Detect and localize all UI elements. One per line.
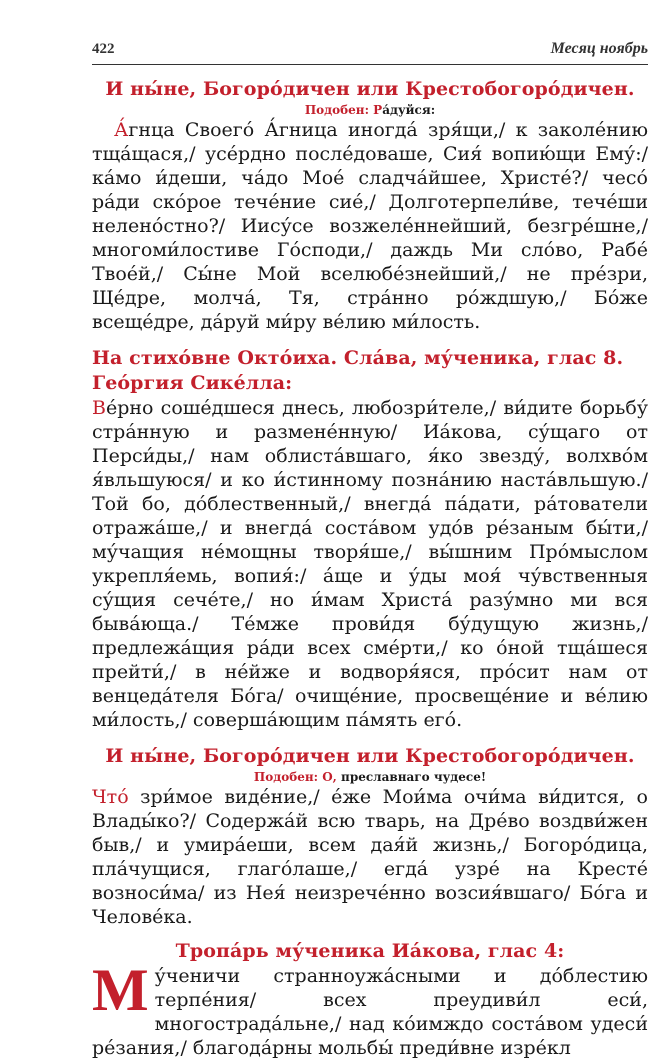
section-heading: Тропа́рь му́ченика Иа́кова, глас 4: — [175, 940, 565, 962]
section-theotokion-1 — [92, 77, 648, 334]
section-heading: На стихо́вне Окто́иха. Сла́ва, му́ченика, глас 8. Гео́ргия Сике́лла: — [92, 347, 624, 394]
section-stichera — [92, 346, 648, 732]
hymn-body: гнца Своего́ А́гница иногда́ зря́щи,/ к заколе́нию тща́щася,/ усе́рдно после́доваше, Сия́ вопию́щи Ему́:/ ка́мо и́деши, ча́до Мое́ сладча́йшее, Христе́?/ чесо́ ра́ди ско́рое тече́ние сие́,/ Долготерпели́ве, тече́ши нелено́стно?/ Иису́се возжеле́ннейший, безгре́шне,/ многоми́лостиве Го́споди,/ даждь Ми сло́во, Рабе́ Твое́й,/ Сы́не Мой вселюбе́знейший,/ не пре́зри, Ще́дре, молча́, Тя, стра́нно ро́ждшую,/ Бо́же всеще́дре, да́руй ми́ру ве́лию ми́лость. — [92, 119, 648, 333]
initial-letter: А́ — [114, 119, 129, 141]
drop-cap-letter: М — [92, 957, 149, 1023]
section-heading: И ны́не, Богоро́дичен или Крестобогоро́дичен. — [105, 745, 635, 767]
hymn-text — [92, 785, 648, 929]
hymn-body: зри́мое виде́ние,/ е́же Мои́ма очи́ма ви́дится, о Влады́ко?/ Содержа́й всю тварь, на Дре́во воздви́жен быв,/ и умира́еши, всем дая́й жизнь,/ Богоро́дица, пла́чущися, глаго́лаше,/ егда́ узре́ на Кресте́ возноси́ма/ из Нея́ неизрече́нно возсия́вшаго/ Бо́га и Челове́ка. — [92, 786, 648, 928]
hymn-text — [92, 396, 648, 732]
hymn-text — [92, 957, 648, 1060]
podoben-label: Подобен: О, — [253, 770, 337, 784]
podoben-label: Подобен: Р — [304, 103, 383, 117]
hymn-text — [92, 118, 648, 334]
podoben-line — [92, 769, 648, 785]
hymn-body: у́ченичи странноужа́сными и до́блестию терпе́ния/ всех преудиви́л еси́, многострада́льне,/ над ко́имждо соста́вом удеси́ ре́зания,/ благода́рны мольбы́ преди́вне изре́кл — [92, 965, 648, 1059]
running-head — [92, 40, 648, 65]
podoben-text: преславнаго чудесе! — [341, 770, 487, 784]
section-theotokion-2 — [92, 744, 648, 929]
running-title: Месяц ноябрь — [550, 40, 648, 57]
podoben-line — [92, 102, 648, 118]
podoben-text: а́дуйся: — [382, 103, 436, 117]
section-troparion — [92, 939, 648, 1060]
page-number: 422 — [92, 41, 115, 57]
initial-letter: Что́ — [92, 786, 129, 808]
hymn-body: е́рно соше́дшеся днесь, любозри́теле,/ ви́дите борьбу́ стра́нную и размене́нную/ Иа́кова, су́щаго от Перси́ды,/ нам облиста́вшаго, я́ко звезду́, волхво́м я́вльшуюся/ и ко и́стинному позна́нию наста́вльшую./ Той бо, до́блественный,/ внегда́ па́дати, ра́тователи отража́ше,/ и внегда́ соста́вом удо́в ре́заным бы́ти,/ му́чащия не́мощны творя́ше,/ вы́шним Про́мыслом укрепля́емь, вопия́:/ а́ще и у́ды моя́ чу́вственныя су́щия сече́те,/ но и́мам Христа́ разу́мно ми вся быва́юща./ Те́мже прови́дя бу́дущую жизнь,/ предлежа́щия ра́ди всех сме́рти,/ ко о́ной тща́шеся прейти́,/ в не́йже и водворя́яся, про́сит нам от венцеда́теля Бо́га/ очище́ние, просвеще́ние и ве́лию ми́лость,/ соверша́ющим па́мять его́. — [92, 397, 648, 731]
section-heading: И ны́не, Богоро́дичен или Крестобогоро́дичен. — [105, 78, 635, 100]
initial-letter: В — [92, 397, 106, 419]
